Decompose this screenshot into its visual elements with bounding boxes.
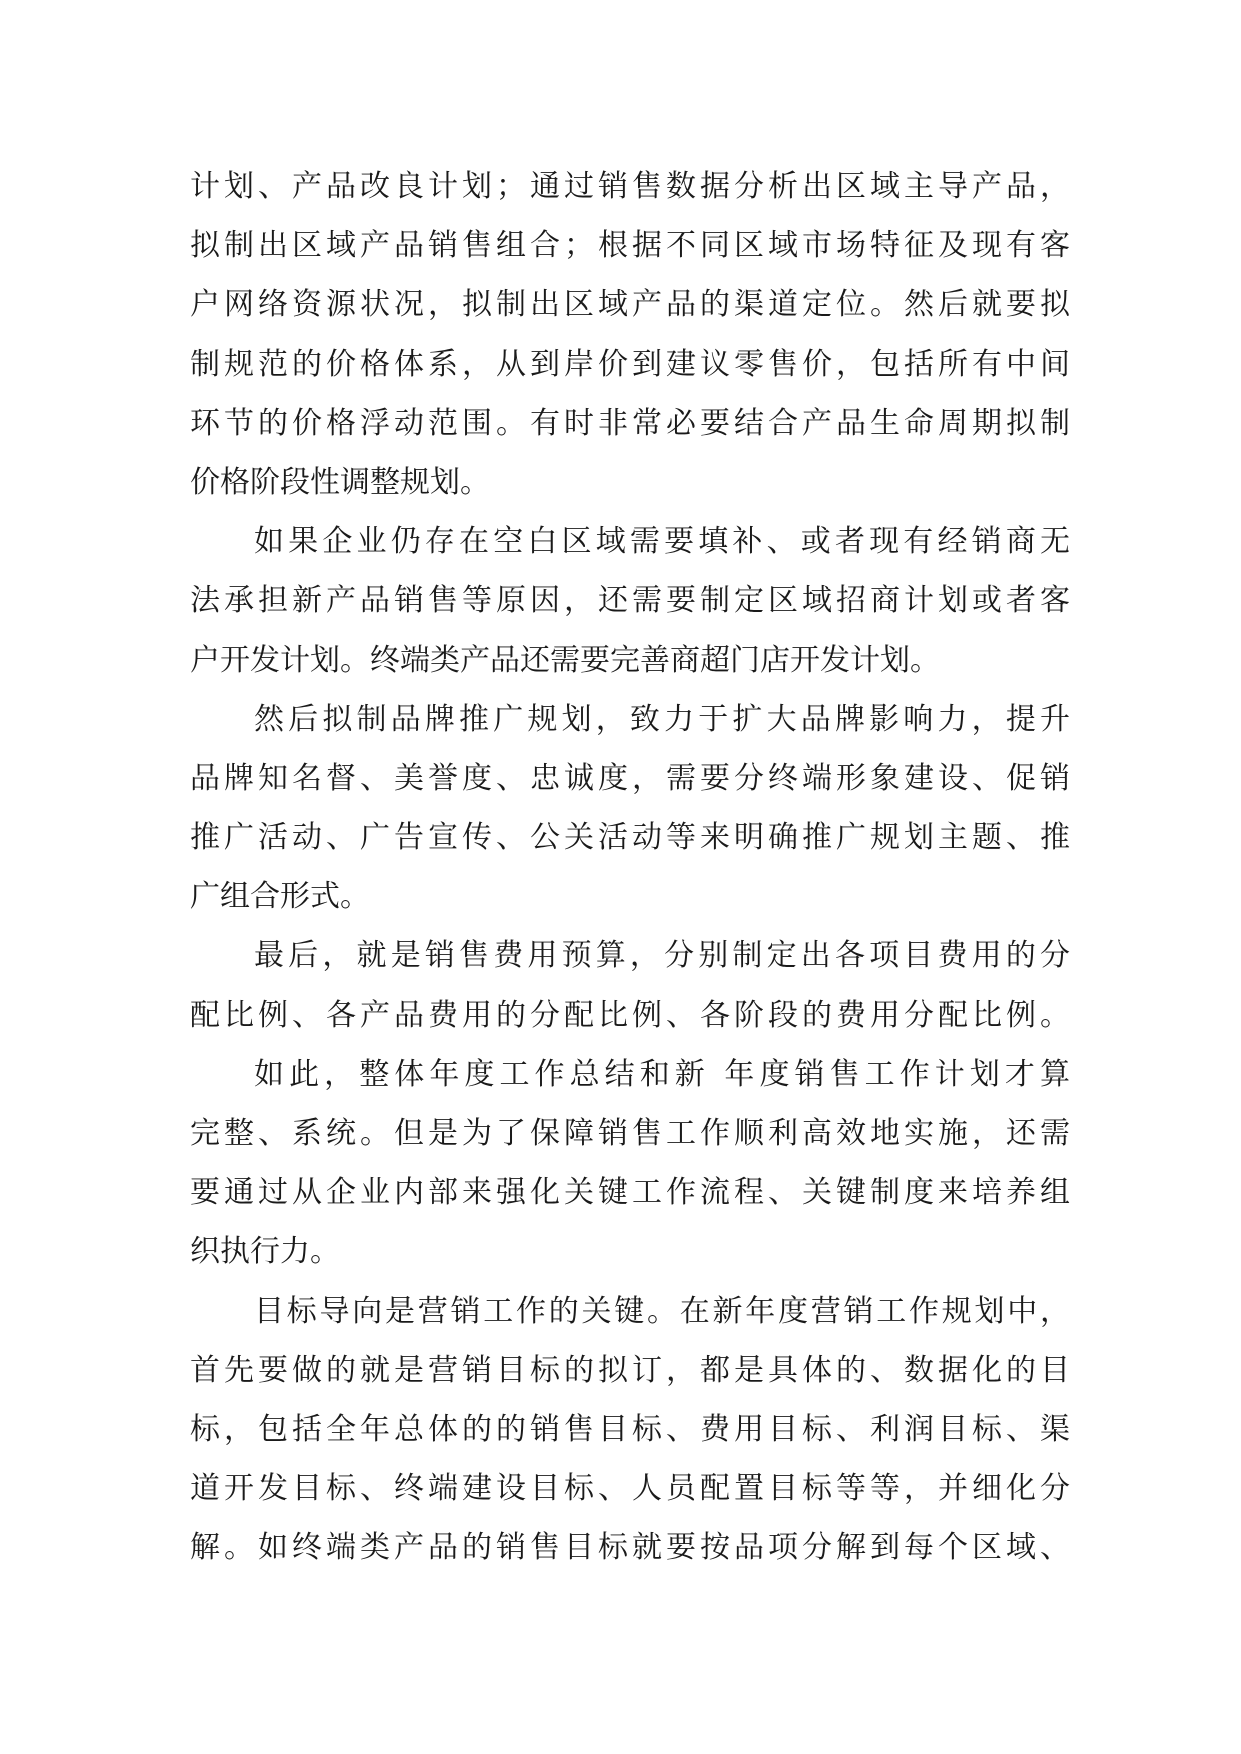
text-line: 价格阶段性调整规划。: [190, 464, 490, 500]
text-line: 目标导向是营销工作的关键。在新年度营销工作规划中，: [254, 1293, 1070, 1329]
text-line: 完整、系统。但是为了保障销售工作顺利高效地实施，还需: [190, 1116, 1070, 1151]
text-line: 制规范的价格体系，从到岸价到建议零售价，包括所有中间: [190, 346, 1070, 382]
text-line: 户网络资源状况，拟制出区域产品的渠道定位。然后就要拟: [190, 287, 1070, 323]
text-line: 户开发计划。终端类产品还需要完善商超门店开发计划。: [190, 642, 940, 678]
text-line: 计划、产品改良计划；通过销售数据分析出区域主导产品，: [190, 169, 1070, 204]
text-line: 标，包括全年总体的的销售目标、费用目标、利润目标、渠: [190, 1411, 1070, 1447]
text-line: 品牌知名督、美誉度、忠诚度，需要分终端形象建设、促销: [190, 760, 1070, 796]
text-line: 首先要做的就是营销目标的拟订，都是具体的、数据化的目: [190, 1352, 1070, 1388]
text-line: 广组合形式。: [190, 879, 370, 915]
text-line: 法承担新产品销售等原因，还需要制定区域招商计划或者客: [190, 583, 1070, 619]
text-line: 要通过从企业内部来强化关键工作流程、关键制度来培养组: [190, 1175, 1070, 1211]
text-line: 最后，就是销售费用预算，分别制定出各项目费用的分: [254, 938, 1070, 974]
text-line: 配比例、各产品费用的分配比例、各阶段的费用分配比例。: [190, 997, 1070, 1033]
text-line: 如果企业仍存在空白区域需要填补、或者现有经销商无: [254, 524, 1070, 560]
text-line: 解。如终端类产品的销售目标就要按品项分解到每个区域、: [190, 1530, 1070, 1566]
text-line: 拟制出区域产品销售组合；根据不同区域市场特征及现有客: [190, 228, 1070, 264]
body-text: [190, 157, 1070, 1578]
text-line: 织执行力。: [190, 1234, 340, 1270]
text-line: 推广活动、广告宣传、公关活动等来明确推广规划主题、推: [190, 820, 1070, 856]
text-line: 如此，整体年度工作总结和新 年度销售工作计划才算: [254, 1056, 1070, 1092]
text-line: 环节的价格浮动范围。有时非常必要结合产品生命周期拟制: [190, 405, 1070, 441]
text-line: 道开发目标、终端建设目标、人员配置目标等等，并细化分: [190, 1471, 1070, 1507]
text-line: 然后拟制品牌推广规划，致力于扩大品牌影响力，提升: [254, 701, 1070, 737]
